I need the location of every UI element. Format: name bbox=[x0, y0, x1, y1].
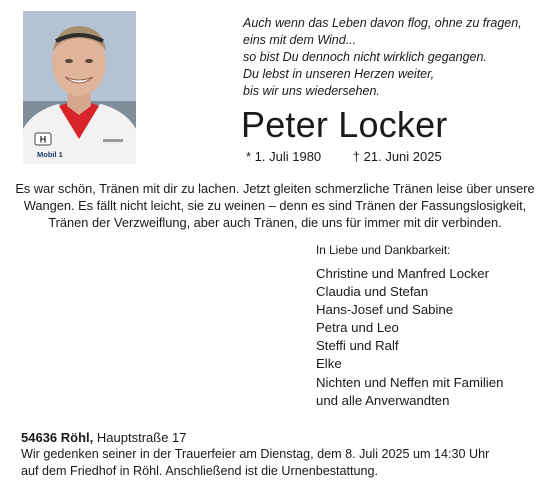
birth-date: * 1. Juli 1980 bbox=[246, 149, 322, 164]
memorial-poem bbox=[243, 15, 543, 100]
death-date: † 21. Juni 2025 bbox=[352, 149, 442, 164]
intro-text bbox=[14, 180, 536, 231]
mourner-item: Claudia und Stefan bbox=[316, 284, 429, 300]
address-street: Hauptstraße 17 bbox=[96, 430, 187, 445]
address-city: 54636 Röhl, bbox=[21, 430, 94, 445]
poem-line: Du lebst in unseren Herzen weiter, bbox=[243, 67, 435, 81]
notice-line: auf dem Friedhof in Röhl. Anschließend ist die Urnenbestattung. bbox=[21, 464, 379, 478]
mourner-item: Steffi und Ralf bbox=[316, 338, 399, 354]
mourner-item: Elke bbox=[316, 356, 342, 372]
mourner-item: Nichten und Neffen mit Familien bbox=[316, 374, 504, 390]
intro-line: Wangen. Es fällt nicht leicht, sie zu weinen – denn es sind Tränen der Fassungslosigkeit, bbox=[23, 198, 527, 213]
mourners-list bbox=[316, 265, 503, 410]
poem-line: Auch wenn das Leben davon flog, ohne zu fragen, bbox=[243, 16, 522, 30]
mourner-item: und alle Anverwandten bbox=[316, 392, 450, 408]
poem-line: eins mit dem Wind... bbox=[243, 33, 357, 47]
funeral-notice bbox=[21, 446, 489, 480]
intro-line: Tränen der Verzweiflung, aber auch Tränen, die uns für immer mit dir verbinden. bbox=[48, 215, 502, 230]
love-label: In Liebe und Dankbarkeit: bbox=[316, 243, 451, 257]
portrait-photo bbox=[23, 11, 136, 164]
mourner-item: Christine und Manfred Locker bbox=[316, 266, 489, 281]
mourner-item: Petra und Leo bbox=[316, 320, 399, 336]
deceased-name: Peter Locker bbox=[241, 104, 448, 145]
svg-text:Mobil 1: Mobil 1 bbox=[37, 150, 63, 159]
intro-line: Es war schön, Tränen mit dir zu lachen. Jetzt gleiten schmerzliche Tränen leise über unsere bbox=[15, 181, 535, 196]
portrait-photo-icon bbox=[23, 11, 136, 164]
poem-line: bis wir uns wiedersehen. bbox=[243, 84, 380, 98]
life-dates bbox=[246, 149, 442, 165]
poem-line: so bist Du dennoch nicht wirklich gegangen. bbox=[243, 50, 487, 64]
address bbox=[21, 430, 187, 446]
notice-line: Wir gedenken seiner in der Trauerfeier am Dienstag, dem 8. Juli 2025 um 14:30 Uhr bbox=[21, 447, 490, 461]
mourner-item: Hans-Josef und Sabine bbox=[316, 302, 454, 318]
svg-text:H: H bbox=[39, 134, 47, 145]
